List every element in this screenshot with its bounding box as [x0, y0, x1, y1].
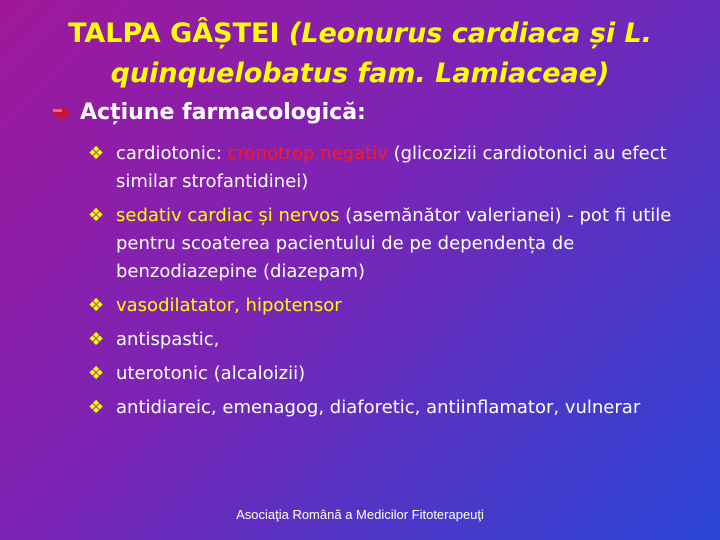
title-latin-name: (Leonurus cardiaca și L. quinquelobatus fam. Lamiaceae): [110, 18, 652, 89]
bullet-text-segment: cardiotonic:: [116, 143, 228, 164]
bullet-text-segment: antidiareic, emenagog, diaforetic, antiinflamator, vulnerar: [116, 397, 641, 418]
bullet-item: [88, 292, 688, 320]
section-heading: [52, 100, 366, 125]
arrow-right-icon: [52, 103, 72, 123]
bullet-item: [88, 140, 688, 196]
bullet-text-segment: (asemănător valerianei) - pot fi utile pentru scoaterea pacientului de pe dependența de benzodiazepine (diazepam): [116, 205, 672, 282]
footer-credit: Asociaţia Română a Medicilor Fitoterapeuţi: [236, 507, 484, 522]
diamond-bullet-icon: ❖: [88, 143, 105, 164]
bullet-item: [88, 394, 688, 422]
bullet-text-segment: cronotrop negativ: [227, 143, 388, 164]
bullet-item: [88, 326, 688, 354]
diamond-bullet-icon: ❖: [88, 295, 105, 316]
title-plant-name: TALPA GÂȘTEI: [68, 18, 280, 49]
bullet-text-segment: sedativ cardiac și nervos: [116, 205, 340, 226]
diamond-bullet-icon: ❖: [88, 205, 105, 226]
section-heading-label: Acțiune farmacologică:: [80, 100, 366, 125]
diamond-bullet-icon: ❖: [88, 363, 105, 384]
diamond-bullet-icon: ❖: [88, 329, 105, 350]
bullet-text-segment: uterotonic (alcaloizii): [116, 363, 306, 384]
bullet-text-segment: vasodilatator, hipotensor: [116, 295, 342, 316]
bullet-list: [88, 140, 688, 428]
slide-title: [20, 14, 700, 94]
bullet-text-segment: (glicozizii cardiotonici au efect similar strofantidinei): [116, 143, 667, 192]
bullet-item: [88, 202, 688, 286]
bullet-text-segment: antispastic,: [116, 329, 220, 350]
bullet-item: [88, 360, 688, 388]
diamond-bullet-icon: ❖: [88, 397, 105, 418]
